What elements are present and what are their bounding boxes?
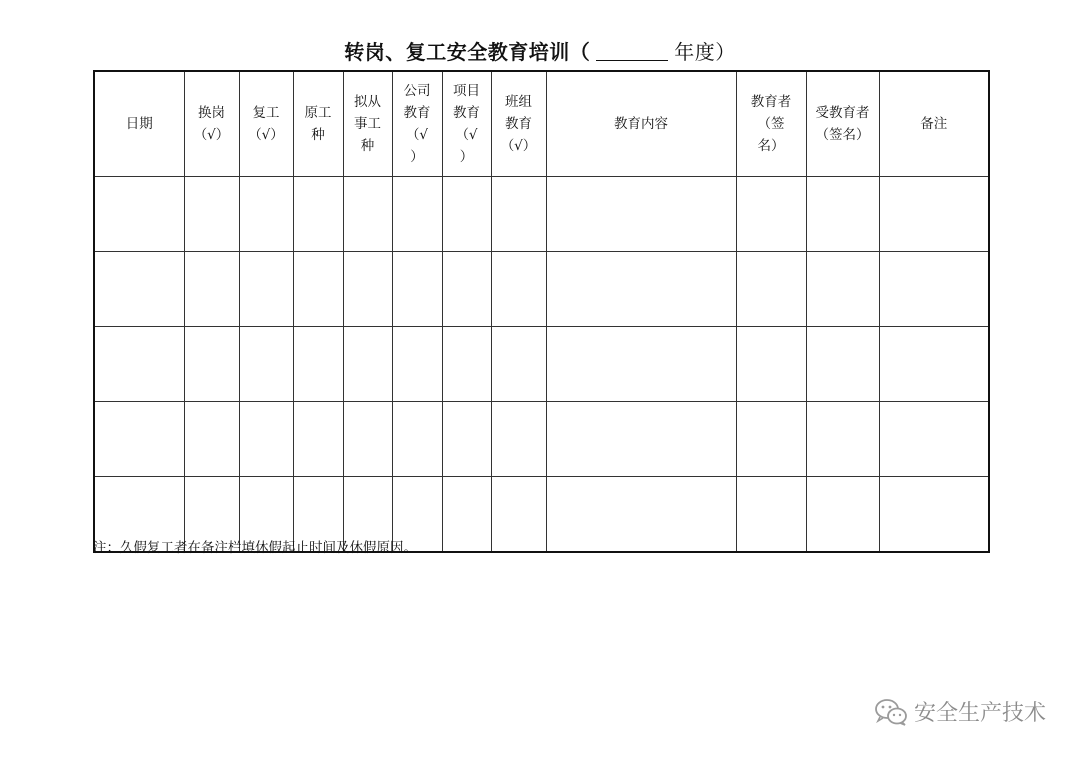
table-cell[interactable] bbox=[491, 477, 546, 553]
table-cell[interactable] bbox=[184, 402, 239, 477]
table-cell[interactable] bbox=[184, 252, 239, 327]
table-cell[interactable] bbox=[293, 177, 343, 252]
table-cell[interactable] bbox=[879, 477, 989, 553]
table-cell[interactable] bbox=[184, 177, 239, 252]
table-cell[interactable] bbox=[343, 327, 392, 402]
header-company-education: 公司 教育 （√ ） bbox=[392, 71, 442, 177]
header-trainee-signature: 受教育者 （签名） bbox=[806, 71, 879, 177]
table-row bbox=[94, 402, 989, 477]
year-blank-field[interactable] bbox=[596, 42, 668, 61]
table-cell[interactable] bbox=[239, 402, 293, 477]
table-cell[interactable] bbox=[491, 252, 546, 327]
table-cell[interactable] bbox=[392, 252, 442, 327]
title-main: 转岗、复工安全教育培训（ bbox=[344, 40, 591, 64]
header-transfer: 换岗 （√） bbox=[184, 71, 239, 177]
table-cell[interactable] bbox=[879, 252, 989, 327]
table-cell[interactable] bbox=[343, 252, 392, 327]
table-cell[interactable] bbox=[546, 402, 736, 477]
table-cell[interactable] bbox=[491, 327, 546, 402]
header-education-content: 教育内容 bbox=[546, 71, 736, 177]
table-cell[interactable] bbox=[879, 402, 989, 477]
table-row bbox=[94, 327, 989, 402]
table-cell[interactable] bbox=[442, 177, 491, 252]
table-header-row bbox=[94, 71, 989, 177]
table-cell[interactable] bbox=[239, 252, 293, 327]
header-team-education: 班组 教育 （√） bbox=[491, 71, 546, 177]
header-project-education: 项目 教育 （√ ） bbox=[442, 71, 491, 177]
table-cell[interactable] bbox=[392, 177, 442, 252]
table-cell[interactable] bbox=[343, 402, 392, 477]
table-cell[interactable] bbox=[806, 327, 879, 402]
table-row bbox=[94, 252, 989, 327]
table-cell[interactable] bbox=[806, 177, 879, 252]
footnote: 注：久假复工者在备注栏填休假起止时间及休假原因。 bbox=[93, 540, 417, 556]
table-cell[interactable] bbox=[736, 252, 806, 327]
table-cell[interactable] bbox=[546, 477, 736, 553]
table-cell[interactable] bbox=[546, 252, 736, 327]
table-cell[interactable] bbox=[546, 177, 736, 252]
table-cell[interactable] bbox=[184, 327, 239, 402]
table-cell[interactable] bbox=[491, 402, 546, 477]
table-cell[interactable] bbox=[546, 327, 736, 402]
table-cell[interactable] bbox=[239, 177, 293, 252]
table-cell[interactable] bbox=[491, 177, 546, 252]
table-cell[interactable] bbox=[806, 477, 879, 553]
header-date: 日期 bbox=[94, 71, 184, 177]
table-cell[interactable] bbox=[442, 477, 491, 553]
header-planned-job: 拟从 事工 种 bbox=[343, 71, 392, 177]
title-year-suffix: 年度） bbox=[674, 40, 736, 64]
header-remarks: 备注 bbox=[879, 71, 989, 177]
table-cell[interactable] bbox=[293, 252, 343, 327]
table-cell[interactable] bbox=[239, 327, 293, 402]
table-cell[interactable] bbox=[293, 402, 343, 477]
table-cell[interactable] bbox=[736, 477, 806, 553]
table-cell[interactable] bbox=[442, 252, 491, 327]
table-cell[interactable] bbox=[736, 177, 806, 252]
table-cell[interactable] bbox=[442, 402, 491, 477]
table-cell[interactable] bbox=[343, 177, 392, 252]
table-cell[interactable] bbox=[94, 177, 184, 252]
table-cell[interactable] bbox=[736, 327, 806, 402]
training-record-table bbox=[93, 70, 990, 553]
table-cell[interactable] bbox=[94, 402, 184, 477]
header-return-to-work: 复工 （√） bbox=[239, 71, 293, 177]
table-cell[interactable] bbox=[806, 402, 879, 477]
header-educator-signature: 教育者 （签 名） bbox=[736, 71, 806, 177]
table-cell[interactable] bbox=[392, 327, 442, 402]
table-cell[interactable] bbox=[879, 177, 989, 252]
header-original-job: 原工 种 bbox=[293, 71, 343, 177]
page-title bbox=[0, 36, 1080, 65]
table-row bbox=[94, 177, 989, 252]
wechat-icon bbox=[874, 698, 908, 726]
table-cell[interactable] bbox=[879, 327, 989, 402]
table-cell[interactable] bbox=[293, 327, 343, 402]
table-cell[interactable] bbox=[806, 252, 879, 327]
table-cell[interactable] bbox=[392, 402, 442, 477]
table-cell[interactable] bbox=[442, 327, 491, 402]
table-cell[interactable] bbox=[94, 252, 184, 327]
watermark bbox=[874, 696, 1046, 727]
watermark-text: 安全生产技术 bbox=[913, 701, 1046, 726]
table-cell[interactable] bbox=[94, 327, 184, 402]
table-cell[interactable] bbox=[736, 402, 806, 477]
